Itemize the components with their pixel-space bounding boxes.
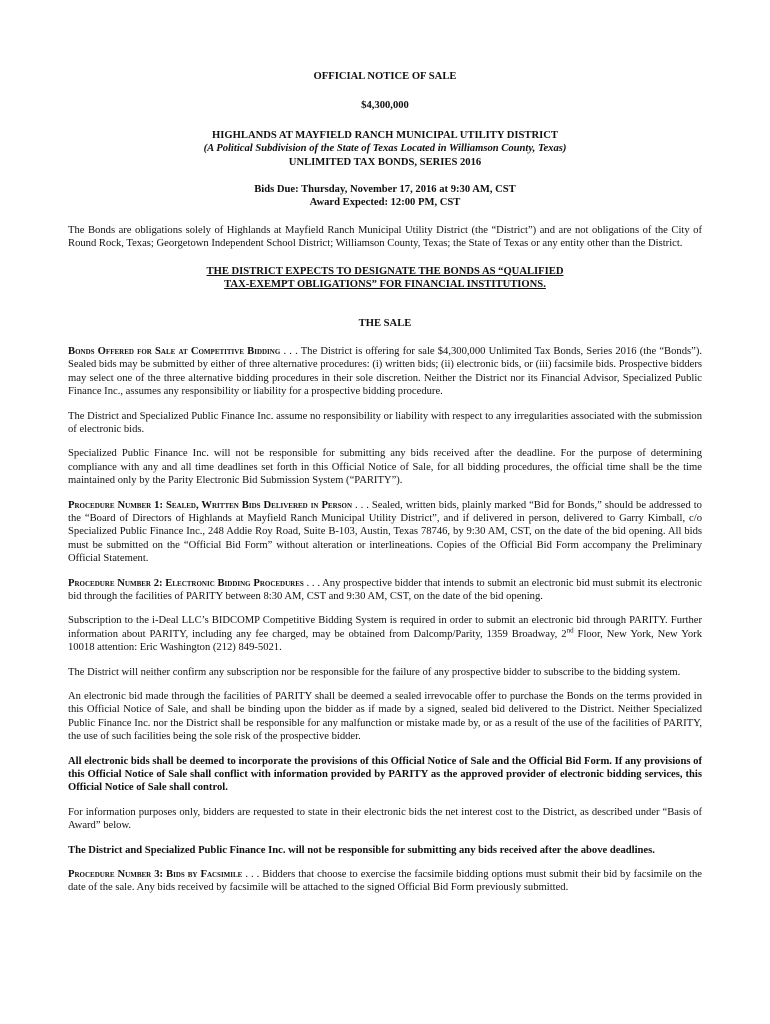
after-deadlines-paragraph: The District and Specialized Public Finance Inc. will not be responsible for submitting any bids received after the above deadlines. [68,844,655,856]
intro-paragraph: The Bonds are obligations solely of Highlands at Mayfield Ranch Municipal Utility District (the “District”) and are not obligations of the City of Round Rock, Texas; Georgetown Independent School District; Williamson County, Texas; the State of Texas or any entity other than the District. [68,224,702,250]
procedure-1-label: Procedure Number 1: Sealed, Written Bids Delivered in Person [68,499,353,511]
award-expected: Award Expected: 12:00 PM, CST [309,197,461,209]
procedure-1-paragraph [68,499,702,566]
subscription-text-b: Floor, New York, New York 10018 attention: Eric Washington (212) 849-5021. [68,628,702,654]
procedure-3-label: Procedure Number 3: Bids by Facsimile [68,869,243,881]
deadline-paragraph: Specialized Public Finance Inc. will not be responsible for submitting any bids received after the deadline. For the purpose of determining compliance with any and all time deadlines set forth in this Official Notice of Sale, for all bidding procedures, the official time shall be the time maintained only by the Parity Electronic Bid Submission System (“PARITY”). [68,448,702,487]
designation-notice [68,265,702,292]
procedure-2-text: . . . Any prospective bidder that intends to submit an electronic bid must submit its electronic bid through the facilities of PARITY between 8:30 AM, CST and 9:30 AM, CST, on the date of the bid opening. [68,577,703,602]
info-purposes-paragraph: For information purposes only, bidders are requested to state in their electronic bids the net interest cost to the District, as described under “Basis of Award” below. [68,806,702,832]
procedure-2-paragraph [68,577,702,604]
no-confirm-paragraph: The District will neither confirm any subscription nor be responsible for the failure of any prospective bidder to subscribe to the bidding system. [68,666,681,678]
procedure-2-label: Procedure Number 2: Electronic Bidding Procedures [68,577,304,589]
no-responsibility-paragraph: The District and Specialized Public Finance Inc. assume no responsibility or liability with respect to any irregularities associated with the submission of electronic bids. [68,410,702,435]
designation-line-1: THE DISTRICT EXPECTS TO DESIGNATE THE BONDS AS “QUALIFIED [206,265,564,277]
subscription-text-a: Subscription to the i-Deal LLC’s BIDCOMP Competitive Bidding System is required in order to submit an electronic bid through PARITY. Further information about PARITY, including any fee charged, may be obtained from Dalcomp/Parity, 1359 Broadway, 2 [68,615,702,640]
subscription-paragraph [68,614,702,654]
procedure-3-paragraph [68,868,702,895]
bonds-offered-paragraph [68,345,702,399]
bonds-offered-text: . . . The District is offering for sale $4,300,000 Unlimited Tax Bonds, Series 2016 (the “Bonds”). Sealed bids may be submitted by either of three alternative procedures: (i) written bids; (ii) electronic bids, or (iii) facsimile bids. Prospective bidders may select one of the three alternative bidding procedures in their sole discretion. Neither the District nor its Financial Advisor, Specialized Public Finance Inc., assumes any responsibility or liability for a prospective bidding procedure. [68,345,702,398]
bid-schedule [68,183,702,210]
bonds-offered-label: Bonds Offered for Sale at Competitive Bidding [68,345,281,357]
bond-series: UNLIMITED TAX BONDS, SERIES 2016 [288,156,482,168]
procedure-3-text: . . . Bidders that choose to exercise the facsimile bidding options must submit their bid by facsimile on the date of the sale. Any bids received by facsimile will be attached to the signed Official Bid Form previously submitted. [68,869,702,894]
political-subdivision: (A Political Subdivision of the State of Texas Located in Williamson County, Texas) [203,143,567,155]
electronic-offer-paragraph: An electronic bid made through the facilities of PARITY shall be deemed a sealed irrevocable offer to purchase the Bonds on the terms provided in this Official Notice of Sale, and shall be binding upon the bidder as if made by a signed, sealed bid delivered to the District. Neither Specialized Public Finance Inc. nor the District shall be responsible for any malfunction or mistake made by, or as a result of the use of the facilities of PARITY, the use of such facilities being the sole risk of the prospective bidder. [68,691,702,743]
notice-title: OFFICIAL NOTICE OF SALE [313,71,457,82]
district-header [68,129,702,169]
district-name: HIGHLANDS AT MAYFIELD RANCH MUNICIPAL UTILITY DISTRICT [212,129,558,141]
ordinal-superscript: nd [566,626,574,635]
designation-line-2: TAX-EXEMPT OBLIGATIONS” FOR FINANCIAL INSTITUTIONS. [224,279,546,291]
bids-due: Bids Due: Thursday, November 17, 2016 at 9:30 AM, CST [254,184,516,196]
incorporate-paragraph: All electronic bids shall be deemed to incorporate the provisions of this Official Notice of Sale and the Official Bid Form. If any provisions of this Official Notice of Sale shall conflict with information provided by PARITY as the approved provider of electronic bidding services, this Official Notice of Sale shall control. [68,755,702,794]
procedure-1-text: . . . Sealed, written bids, plainly marked “Bid for Bonds,” should be addressed to the “Board of Directors of Highlands at Mayfield Ranch Municipal Utility District”, and if delivered in person, delivered to Garry Kimball, c/o Specialized Public Finance Inc., 248 Addie Roy Road, Suite B-103, Austin, Texas 78746, by 9:30 AM, CST, on the date of the bid opening. All bids must be submitted on the “Official Bid Form” without alteration or interlineations. Copies of the Official Bid Form accompany the Preliminary Official Statement. [68,499,702,565]
bond-amount: $4,300,000 [361,100,409,112]
section-heading-the-sale: THE SALE [358,318,412,330]
